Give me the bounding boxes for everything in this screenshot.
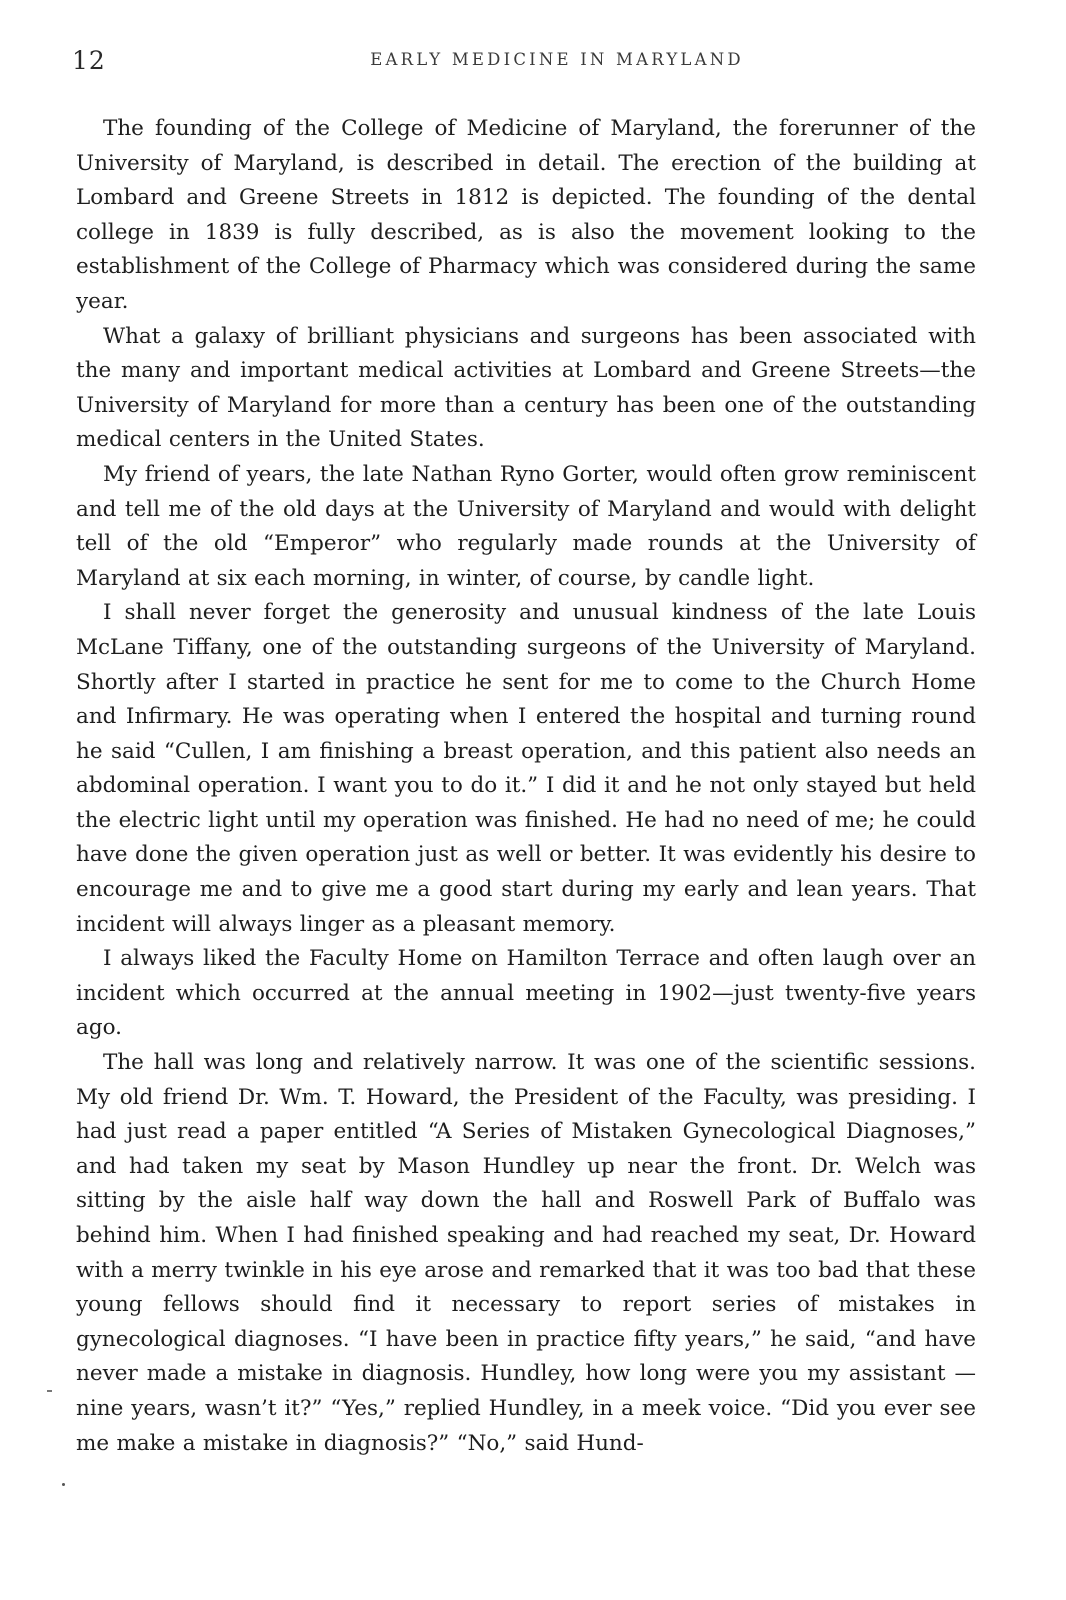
body-text <box>76 112 976 1461</box>
paragraph-galaxy-physicians: What a galaxy of brilliant physicians and surgeons has been associated with the many and important medical activities at Lombard and Greene Streets—the University of Maryland for more than a century has been one of the outstanding medical centers in the United States. <box>76 323 976 453</box>
margin-mark <box>47 1390 52 1392</box>
paragraph-faculty-home: I always liked the Faculty Home on Hamilton Terrace and often laugh over an incident which occurred at the annual meeting in 1902—just twenty-five years ago. <box>76 946 976 1041</box>
running-head: EARLY MEDICINE IN MARYLAND <box>370 50 744 69</box>
paragraph-hall-meeting: The hall was long and relatively narrow. It was one of the scientific sessions. My old friend Dr. Wm. T. Howard, the President of the Faculty, was presiding. I had just read a paper entitled “A Series of Mistaken Gynecological Diagnoses,” and had taken my seat by Mason Hundley up near the front. Dr. Welch was sitting by the aisle half way down the hall and Roswell Park of Buffalo was behind him. When I had finished speaking and had reached my seat, Dr. Howard with a merry twinkle in his eye arose and remarked that it was too bad that these young fellows should find it necessary to report series of mistakes in gynecological diagnoses. “I have been in practice fifty years,” he said, “and have never made a mistake in diagnosis. Hundley, how long were you my assistant —nine years, wasn’t it?” “Yes,” replied Hundley, in a meek voice. “Did you ever see me make a mistake in diagnosis?” “No,” said Hund- <box>76 1050 976 1456</box>
paragraph-tiffany: I shall never forget the generosity and unusual kindness of the late Louis McLane Tiffany, one of the outstanding surgeons of the University of Maryland. Shortly after I started in practice he sent for me to come to the Church Home and Infirmary. He was operating when I entered the hospital and turning round he said “Cullen, I am finishing a breast operation, and this patient also needs an abdominal operation. I want you to do it.” I did it and he not only stayed but held the electric light until my operation was finished. He had no need of me; he could have done the given operation just as well or better. It was evidently his desire to encourage me and to give me a good start during my early and lean years. That incident will always linger as a pleasant memory. <box>76 600 976 937</box>
print-speck <box>62 1483 65 1486</box>
paragraph-gorter-emperor: My friend of years, the late Nathan Ryno Gorter, would often grow reminiscent and tell me of the old days at the University of Maryland and would with delight tell of the old “Emperor” who regularly made rounds at the University of Maryland at six each morning, in winter, of course, by candle light. <box>76 461 976 591</box>
paragraph-college-founding: The founding of the College of Medicine of Maryland, the forerunner of the University of Maryland, is described in detail. The erection of the building at Lombard and Greene Streets in 1812 is depicted. The founding of the dental college in 1839 is fully described, as is also the movement looking to the establishment of the College of Pharmacy which was considered during the same year. <box>76 116 976 314</box>
page-number: 12 <box>72 46 106 75</box>
